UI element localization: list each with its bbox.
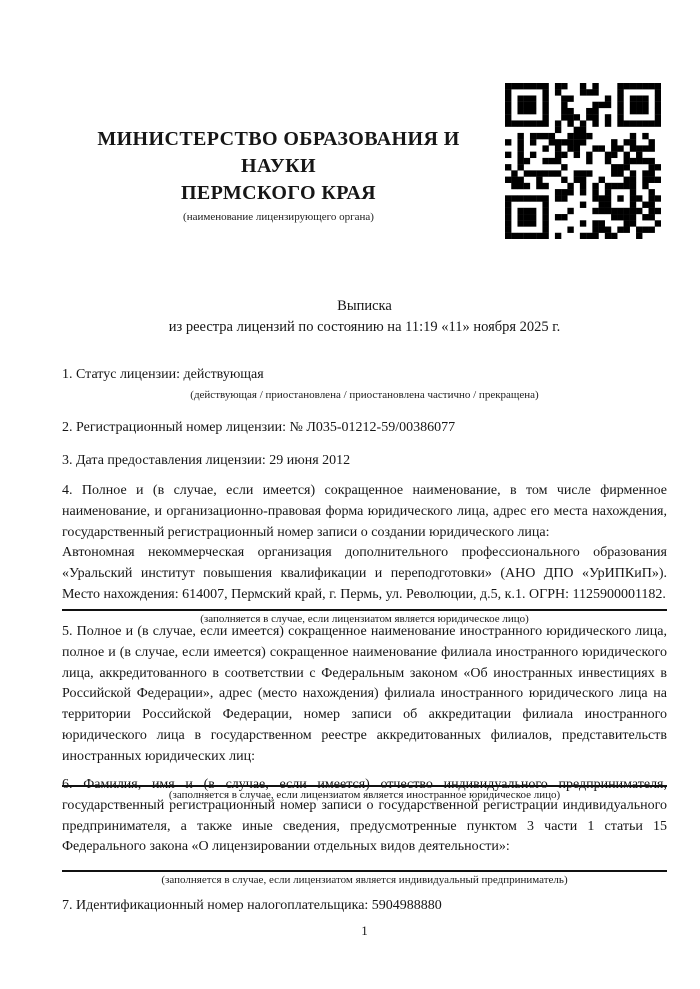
legal-entity-label: 4. Полное и (в случае, если имеется) сокращенное наименование, в том числе фирменное наименование, и организационно-правовая форма юридического лица, адрес его места нахождения, государственный регистрационный номер записи о создании юридического лица:	[62, 483, 667, 540]
entrepreneur-caption: (заполняется в случае, если лицензиатом является индивидуальный предприниматель)	[161, 874, 568, 887]
document-title-line1: Выписка	[337, 298, 392, 314]
legal-entity-fill-line	[62, 609, 667, 611]
field-taxpayer-id	[62, 896, 667, 917]
field-grant-date	[62, 451, 667, 472]
legal-entity-caption: (заполняется в случае, если лицензиатом является юридическое лицо)	[200, 612, 529, 625]
ministry-name-line2: ПЕРМСКОГО КРАЯ	[180, 182, 377, 204]
ministry-name-line1: МИНИСТЕРСТВО ОБРАЗОВАНИЯ И НАУКИ	[97, 128, 460, 177]
field-license-status	[62, 365, 667, 403]
grant-date-text: 3. Дата предоставления лицензии: 29 июня 2012	[62, 453, 351, 468]
field-legal-entity	[62, 481, 667, 627]
ministry-caption: (наименование лицензирующего органа)	[183, 211, 374, 223]
license-status-caption: (действующая / приостановлена / приостановлена частично / прекращена)	[190, 388, 539, 401]
registration-number-text: 2. Регистрационный номер лицензии: № Л035-01212-59/00386077	[62, 420, 456, 435]
page-number: 1	[361, 923, 368, 938]
taxpayer-id-text: 7. Идентификационный номер налогоплательщика: 5904988880	[62, 898, 442, 913]
license-status-text: 1. Статус лицензии: действующая	[62, 367, 264, 382]
licensing-authority-header	[62, 126, 495, 224]
field-registration-number	[62, 418, 667, 439]
qr-code-icon	[505, 83, 661, 239]
foreign-entity-caption: (заполняется в случае, если лицензиатом является иностранное юридическое лицо)	[168, 788, 561, 801]
legal-entity-value: Автономная некоммерческая организация дополнительного профессионального образования «Уральский институт повышения квалификации и переподготовки» (АНО ДПО «УрИПКиП»). Место нахождения: 614007, Пермский край, г. Пермь, ул. Революции, д.5, к.1. ОГРН: 1125900001182.	[62, 545, 667, 602]
entrepreneur-label: 6. Фамилия, имя и (в случае, если имеется) отчество индивидуального предпринимателя, государственный регистрационный номер записи о государственной регистрации индивидуального предпринимателя, а также иные сведения, предусмотренные пунктом 3 части 1 статьи 15 Федерального закона «О лицензировании отдельных видов деятельности»:	[62, 777, 667, 855]
field-entrepreneur	[62, 775, 667, 888]
entrepreneur-fill-line	[62, 870, 667, 872]
document-title	[62, 296, 667, 338]
document-title-line2: из реестра лицензий по состоянию на 11:19 «11» ноября 2025 г.	[168, 319, 561, 335]
foreign-entity-label: 5. Полное и (в случае, если имеется) сокращенное наименование иностранного юридического лица, полное и (в случае, если имеется) сокращенное наименование филиала иностранного юридического лица, аккредитованного в соответствии с Федеральным законом «Об иностранных инвестициях в Российской Федерации», адрес (место нахождения) филиала иностранного юридического лица на территории Российской Федерации, номер записи об аккредитации филиала иностранного юридического лица в государственном реестре аккредитованных филиалов, представительств иностранных юридических лиц:	[62, 624, 667, 764]
